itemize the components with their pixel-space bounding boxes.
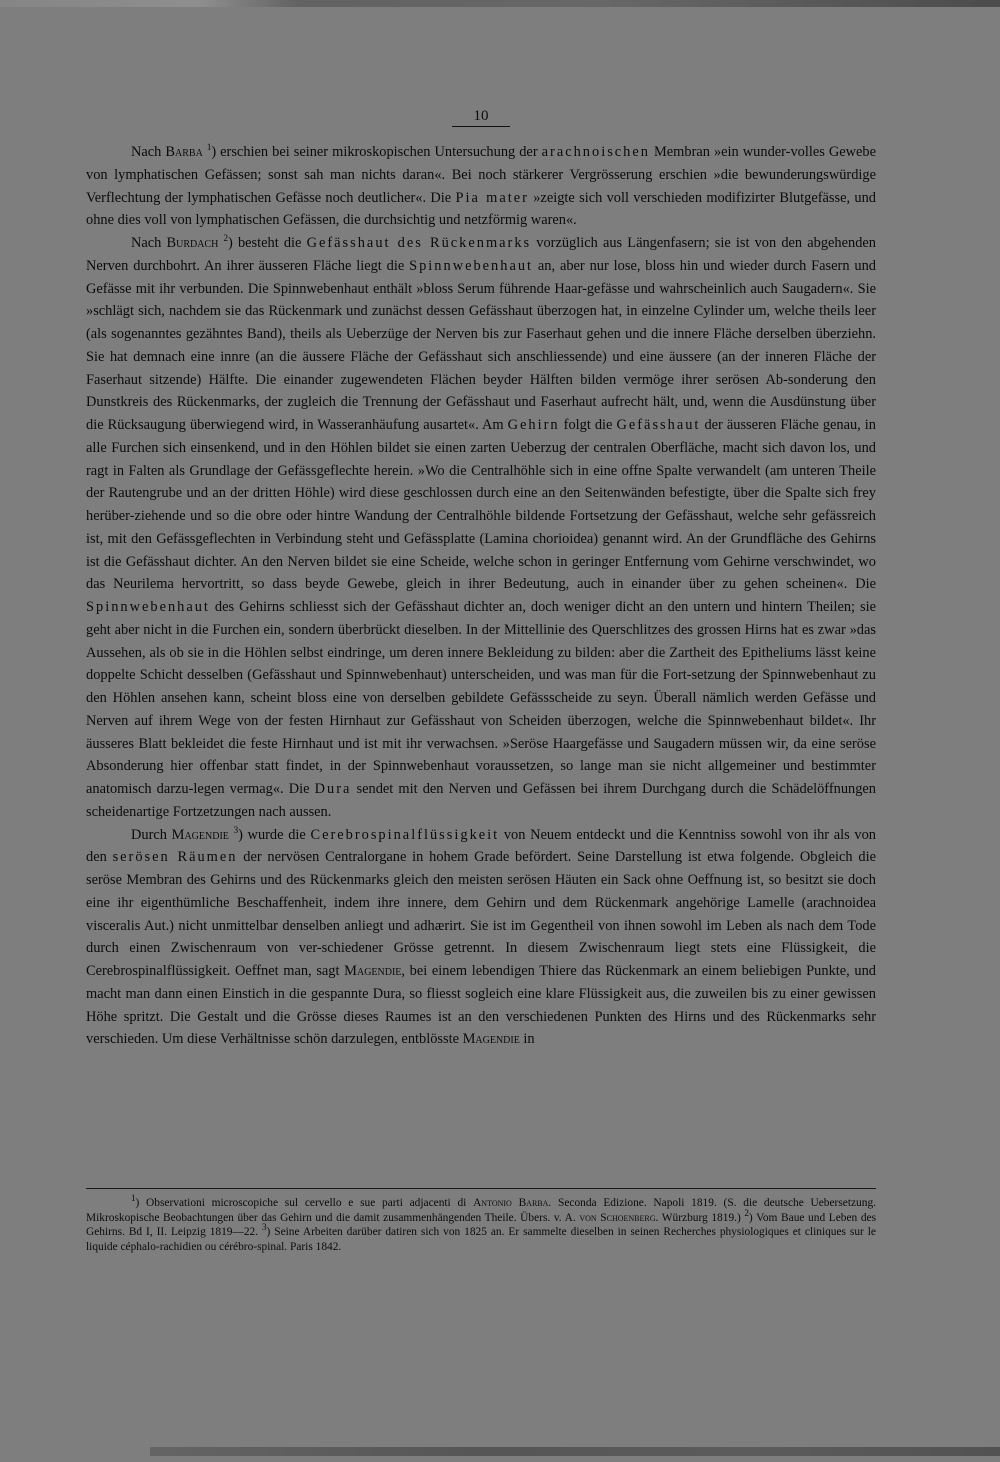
text-run: Durch: [131, 826, 172, 843]
spaced-term: Cerebrospinalflüssigkeit: [310, 826, 500, 843]
footnote-marker: 3: [233, 824, 239, 835]
text-run: in: [519, 1031, 535, 1048]
scan-top-edge: [0, 0, 1000, 7]
text-run: der nervösen Centralorgane in hohem Grade befördert. Seine Darstellung ist etwa folgende. Obgleich die seröse Membran des Gehirns und des Rückenmarks gleich den meisten serösen Häuten ein Sack ohne Oeffnung ist, so besitzt sie doch eine ihr eigenthümliche Beschaffenheit, indem ihre innere, dem Gehirn und dem Rückenmark angehörige Lamelle (arachnoidea visceralis Aut.) nicht unmittelbar denselben anliegt und adhærirt. Sie ist im Gegentheil von ihnen sowohl im Leben als nach dem Tode durch einen Zwischenraum von ver-schiedener Grösse getrennt. In diesem Zwischenraum liegt stets eine Flüssigkeit, die Cerebrospinalflüssigkeit. Oeffnet man, sagt: [86, 849, 876, 979]
paragraph-magendie: [86, 824, 876, 1052]
text-run: ) wurde die: [238, 826, 311, 843]
author-name: Magendie: [344, 963, 402, 979]
spaced-term: serösen Räumen: [112, 849, 238, 866]
footnotes: [86, 1193, 877, 1254]
text-run: ) erschien bei seiner mikroskopischen Untersuchung der: [211, 144, 542, 160]
text-run: »zeigte sich voll verschieden modifizirter Blutgefässe, und ohne dies voll von lymphatischen Gefässen, die durchsichtig und netzförmig waren«.: [86, 189, 877, 229]
paragraph-barba: [86, 141, 876, 232]
text-run: sendet mit den Nerven und Gefässen bei ihrem Durchgang durch die Schädelöffnungen scheidenartige Fortzetzungen nach aussen.: [86, 781, 876, 820]
footnote-rule: [86, 1188, 876, 1189]
footnote-marker: 2: [223, 233, 228, 244]
page-number: 10: [452, 108, 510, 127]
text-run: des Gehirns schliesst sich der Gefässhaut dichter an, doch weniger dicht an den untern und hintern Theilen; sie geht aber nicht in die Furchen ein, sondern überbrückt dieselben. In der Mittellinie des Querschlitzes des grossen Hirns hat es zwar »das Aussehen, als ob sie in die Höhlen selbst eindringe, um deren innere Bekleidung zu bilden: aber die Zartheit des Epitheliums lässt keine doppelte Schicht desselben (Gefässhaut und Spinnwebenhaut) unterscheiden, und was man für die Fort-setzung der Spinnwebenhaut zu den Höhlen ansehen kann, scheint bloss eine von derselben gebildete Gefässscheide zu seyn. Überall nämlich werden Gefässe und Nerven auf ihrem Wege von der festen Hirnhaut zur Gefässhaut von Scheiden überzogen, welche die Spinnwebenhaut bildet«. Ihr äusseres Blatt bekleidet die feste Hirnhaut und ist mit ihr verwachsen. »Seröse Haargefässe und Saugadern müssen wir, da eine seröse Absonderung hier offenbar statt findet, in der Spinnwebenhaut voraussetzen, so lange man sie nicht allgemeiner und bestimmter anatomisch darzu-legen vermag«. Die: [86, 599, 876, 797]
text-run: vorzüglich aus Längenfasern; sie ist von den abgehenden Nerven durchbohrt. An ihrer äusseren Fläche liegt die: [86, 235, 876, 274]
text-run: an, aber nur lose, bloss hin und wieder durch Fasern und Gefässe mit ihr verbunden. Die Spinnwebenhaut enthält »bloss Serum führende Haar-gefässe und wahrscheinlich auch Saugadern«. Sie »schlägt sich, nachdem sie das Rückenmark und zunächst dessen Gefässhaut überzogen hat, in einzelne Cylinder um, welche theils leer (als sogenanntes gezähntes Band), theils als Ueberzüge der Nerven bis zur Faserhaut gehen und die innere Fläche derselben überziehn. Sie hat demnach eine innre (an die äussere Fläche der Gefässhaut sich anschliessende) und eine äussere (an der inneren Fläche der Faserhaut sitzende) Hälfte. Die einander zugewendeten Flächen beyder Hälften bilden vermöge ihrer serösen Ab-sonderung den Dunstkreis des Rückenmarks, der zugleich die Trennung der Gefässhaut und Faserhaut aufrecht hält, und, wenn die Ausdünstung über die Rücksaugung überwiegend wird, in Wasseranhäufung ausartet«. Am: [86, 257, 876, 433]
author-name: Magendie: [462, 1031, 520, 1048]
text-run: . Würzburg 1819.): [655, 1211, 745, 1224]
text-run: ) Vom Baue und Leben des Gehirns. Bd I, II. Leipzig 1819—22.: [86, 1211, 877, 1239]
text-run: Nach: [131, 144, 166, 160]
text-run: Nach: [131, 235, 167, 251]
text-run: von Neuem entdeckt und die Kenntniss sowohl von ihr als von den: [86, 826, 876, 866]
spaced-term: Spinnwebenhaut: [86, 599, 210, 615]
paragraph-burdach: [86, 232, 876, 824]
author-name: Barba: [165, 144, 203, 160]
text-run: ) Observationi microscopiche sul cervello e sue parti adjacenti di: [135, 1197, 474, 1209]
spaced-term: Gefässhaut: [616, 417, 701, 433]
footnote-marker: 1: [206, 142, 212, 153]
text-run: . Seconda Edizione. Napoli 1819. (S. die deutsche Uebersetzung. Mikroskopische Beobachtungen über das Gehirn und die damit zusammenhängenden Theile. Übers. v. A.: [86, 1197, 876, 1224]
footnote-marker: 1: [131, 1193, 136, 1204]
body-text: [86, 141, 876, 1051]
text-run: ) Seine Arbeiten darüber datiren sich von 1825 an. Er sammelte dieselben in seinen Recherches physiologiques et cliniques sur le liquide céphalo-rachidien ou cérébro-spinal. Paris 1842.: [86, 1226, 876, 1253]
spaced-term: arachnoischen: [541, 144, 650, 160]
author-name: von Schoenberg: [579, 1211, 656, 1224]
author-name: Antonio Barba: [473, 1197, 549, 1209]
text-run: , bei einem lebendigen Thiere das Rückenmark an einem beliebigen Punkte, und macht man dann einen Einstich in die gespannte Dura, so fliesst sogleich eine klare Flüssigkeit aus, die zuweilen bis zu einer gewissen Höhe spritzt. Die Gestalt und die Grösse dieses Raumes ist an den verschiedenen Punkten des Hirns und des Rückenmarks sehr verschieden. Um diese Verhältnisse schön darzulegen, entblösste: [86, 963, 876, 1048]
spaced-term: Spinnwebenhaut: [409, 257, 534, 274]
spaced-term: Gefässhaut des Rückenmarks: [306, 235, 532, 251]
text-run: folgt die: [559, 417, 617, 433]
spaced-term: Gehirn: [507, 417, 560, 433]
spaced-term: Pia mater: [455, 189, 529, 206]
text-run: der äusseren Fläche genau, in alle Furchen sich einsenkend, und in den Höhlen bildet sie einen zarten Ueberzug der centralen Oberfläche, macht sich davon los, und ragt in Falten als Grundlage der Gefässgeflechte herein. »Wo die Centralhöhle sich in eine offne Spalte verwandelt (am unteren Theile der Rautengrube und an der dritten Höhle) wird diese geschlossen durch eine an den Seitenwänden befestigte, über die Spalte sich frey herüber-ziehende und so die obre oder hintre Wandung der Centralhöhle bildende Fortsetzung der Gefässhaut, welche sehr gefässreich ist, mit den Gefässgeflechten in Verbindung steht und Gefässplatte (Lamina chorioidea) genannt wird. An der Grundfläche des Gehirns ist die Gefässhaut dichter. An den Nerven bildet sie eine Scheide, welche schon in geringer Entfernung vom Gehirne verschwindet, wo das Neurilema hervortritt, so dass beyde Gewebe, gleich in ihrer Bedeutung, auch in einander über zu gehen scheinen«. Die: [86, 417, 876, 593]
author-name: Burdach: [166, 235, 219, 251]
footnote-block: [86, 1193, 877, 1254]
text-run: Membran »ein wunder-volles Gewebe von lymphatischen Gefässen; sonst sah man nichts daran«. Bei noch stärkerer Vergrösserung erschien »die bewunderungswürdige Verflechtung der lymphatischen Gefässe noch deutlicher«. Die: [86, 144, 876, 206]
footnote-marker: 2: [744, 1207, 749, 1218]
text-run: ) besteht die: [228, 235, 307, 251]
spaced-term: Dura: [314, 781, 352, 797]
scan-bottom-edge: [150, 1447, 1000, 1456]
footnote-marker: 3: [262, 1222, 267, 1233]
author-name: Magendie: [171, 826, 229, 843]
